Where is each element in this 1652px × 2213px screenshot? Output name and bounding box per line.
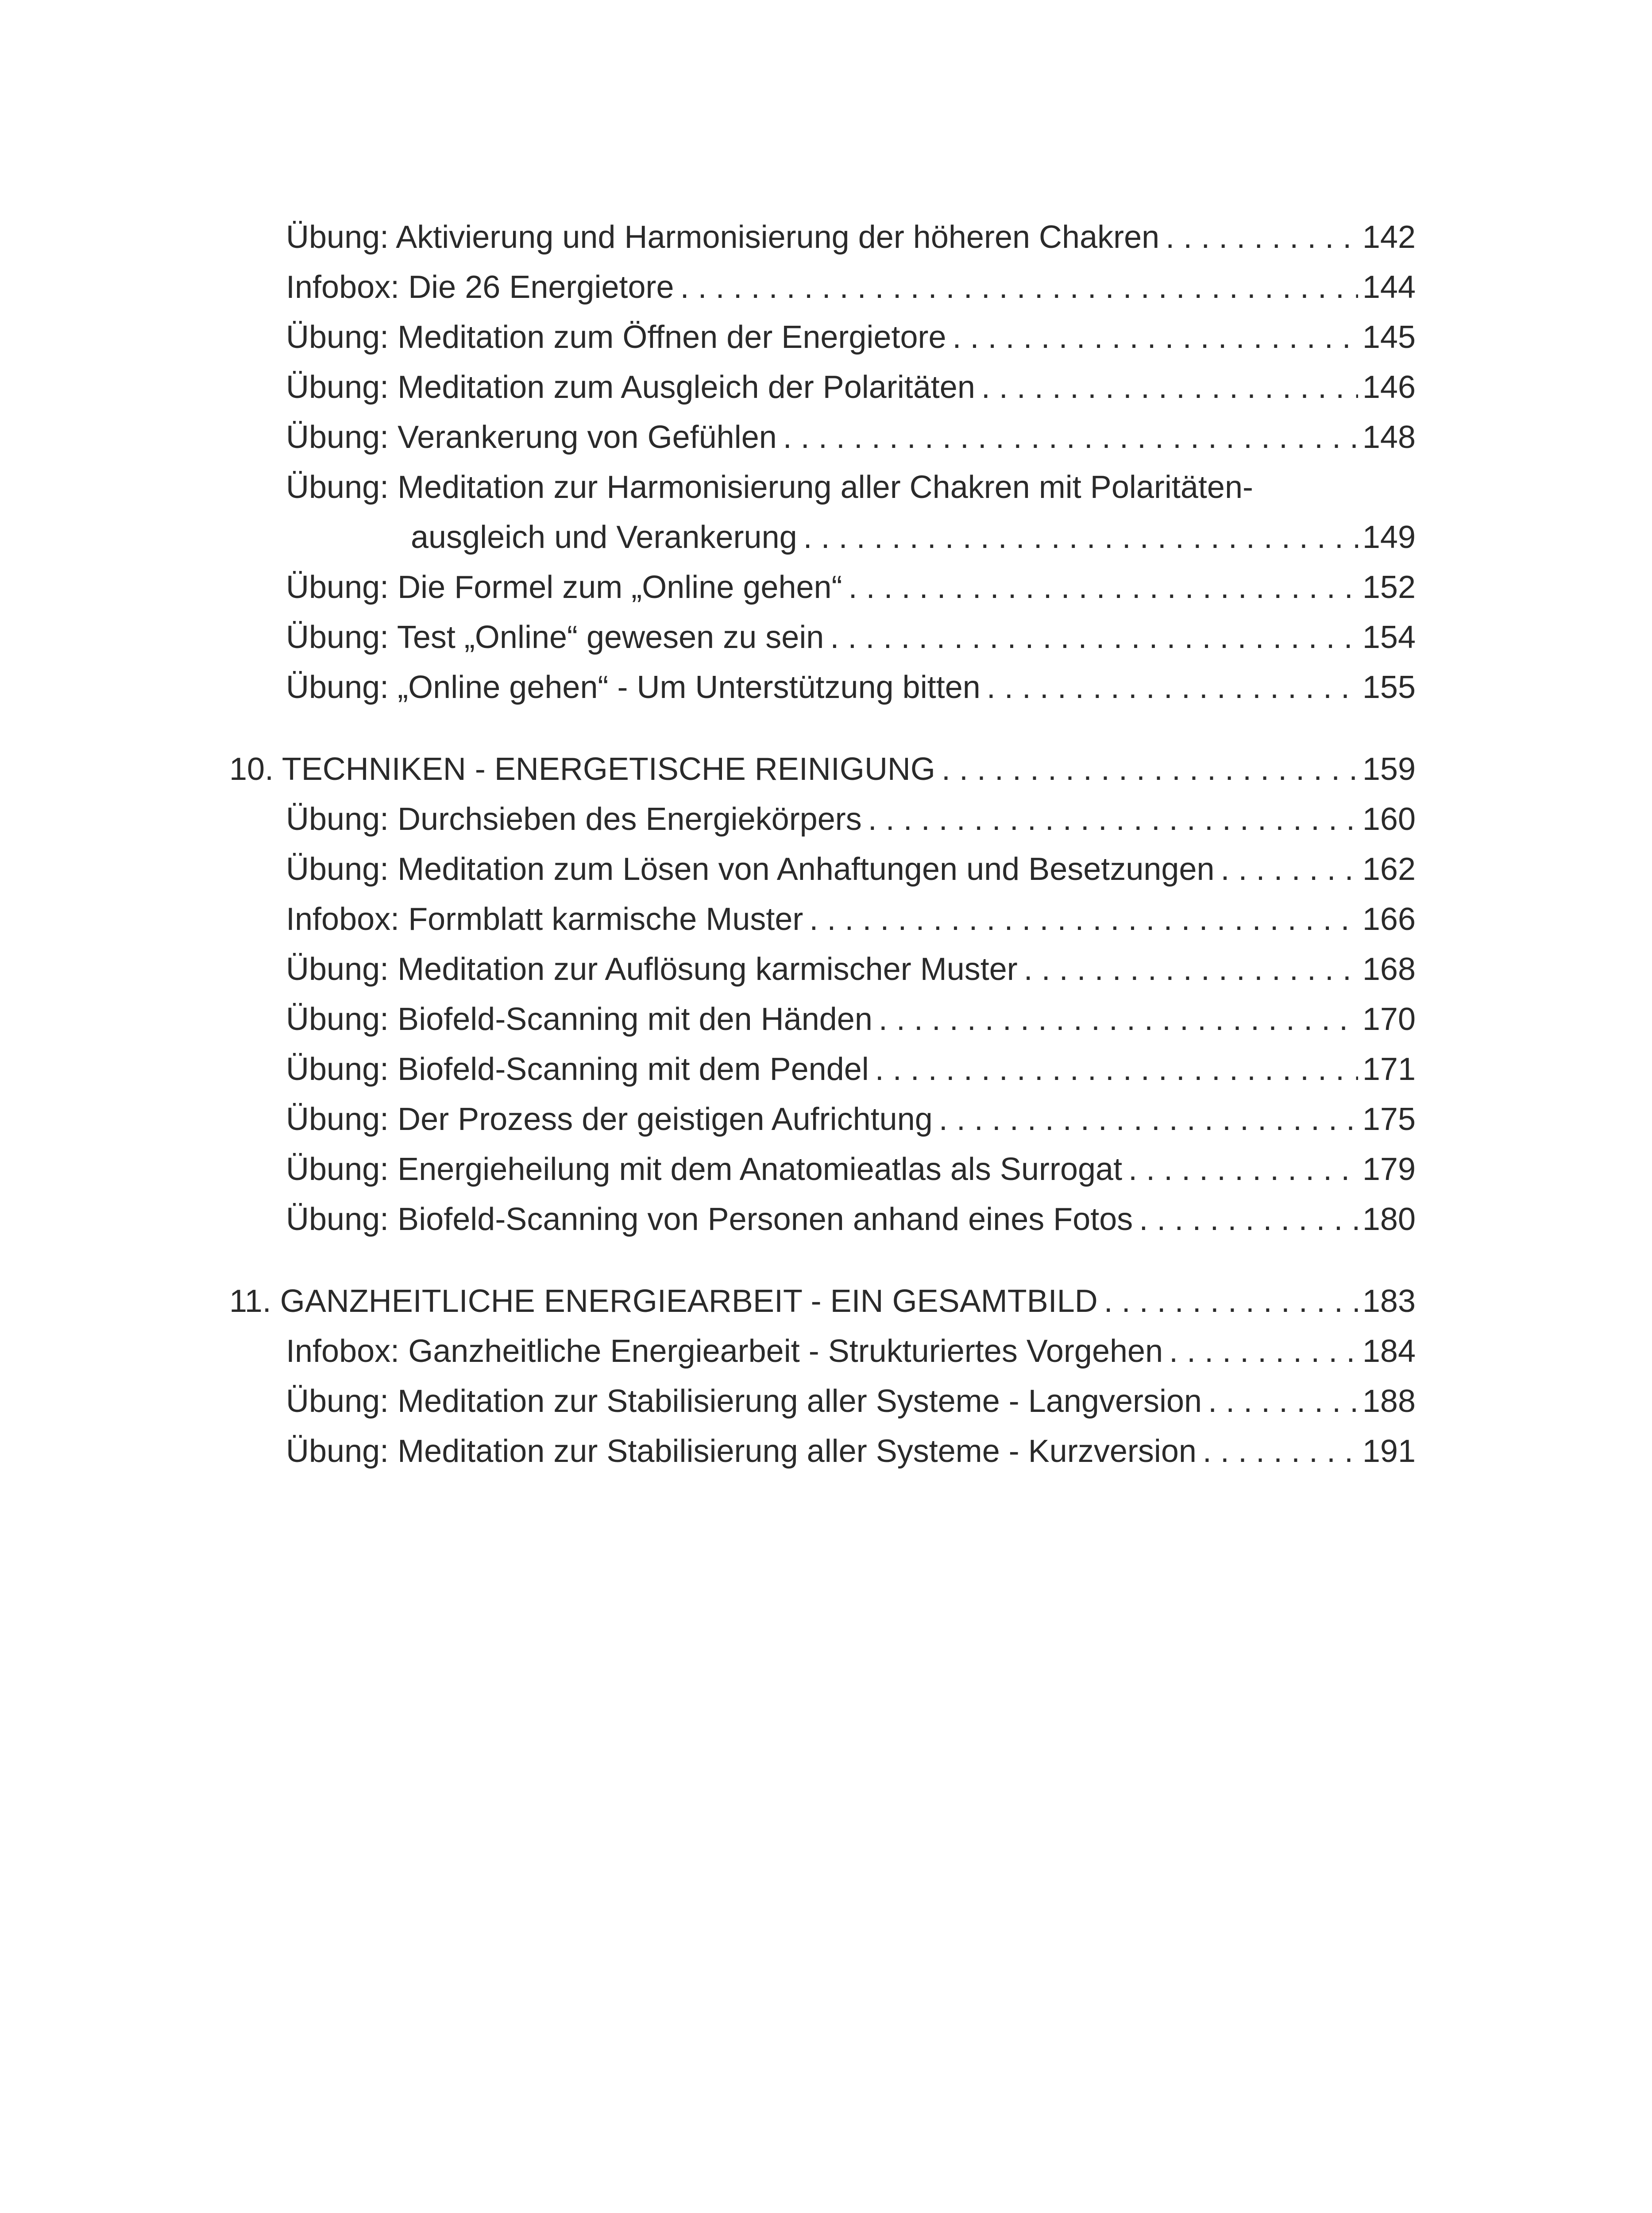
toc-entry-row <box>229 1095 1416 1145</box>
page-number: 188 <box>1362 1384 1416 1419</box>
toc-entry-row <box>229 613 1416 663</box>
entry-title: Übung: Energieheilung mit dem Anatomieatlas als Surrogat <box>286 1152 1123 1187</box>
entry-title: Übung: Meditation zur Stabilisierung aller Systeme - Kurzversion <box>286 1434 1197 1469</box>
toc-entry-row <box>229 312 1416 362</box>
toc-entry-row <box>229 413 1416 463</box>
entry-title: ausgleich und Verankerung <box>411 520 797 555</box>
toc-entry-row <box>229 262 1416 312</box>
toc-entry-row <box>229 212 1416 262</box>
page-number: 179 <box>1362 1152 1416 1187</box>
page-number: 166 <box>1362 902 1416 937</box>
entry-title: Übung: Biofeld-Scanning von Personen anhand eines Fotos <box>286 1202 1133 1237</box>
entry-title: Übung: Aktivierung und Harmonisierung der höheren Chakren <box>286 220 1160 255</box>
chapter-title: 10. TECHNIKEN - ENERGETISCHE REINIGUNG <box>229 752 935 787</box>
entry-title: Übung: „Online gehen“ - Um Unterstützung bitten <box>286 670 980 705</box>
dot-leader <box>803 513 1358 563</box>
dot-leader <box>1169 1326 1358 1376</box>
toc-entry-row <box>229 894 1416 945</box>
toc-entry-row <box>229 1045 1416 1095</box>
dot-leader <box>1221 844 1358 894</box>
page-number: 175 <box>1362 1102 1416 1137</box>
toc-chapter-row <box>229 744 1416 794</box>
toc-entry-row <box>229 995 1416 1045</box>
dot-leader <box>830 613 1358 663</box>
page-number: 160 <box>1362 802 1416 837</box>
page-number: 142 <box>1362 220 1416 255</box>
entry-title: Infobox: Die 26 Energietore <box>286 270 674 305</box>
page-number: 149 <box>1362 520 1416 555</box>
dot-leader <box>1166 212 1358 262</box>
toc-entry-row <box>229 1376 1416 1426</box>
entry-title: Übung: Meditation zum Ausgleich der Polaritäten <box>286 370 975 405</box>
dot-leader <box>1139 1195 1358 1245</box>
dot-leader <box>680 262 1358 312</box>
dot-leader <box>953 312 1358 362</box>
page-number: 145 <box>1362 320 1416 355</box>
page-number: 146 <box>1362 370 1416 405</box>
toc-section <box>229 212 1416 713</box>
dot-leader <box>879 995 1358 1045</box>
dot-leader <box>868 794 1358 844</box>
page-number: 159 <box>1362 752 1416 787</box>
toc-entry-row <box>229 663 1416 713</box>
dot-leader <box>809 894 1358 945</box>
entry-title: Übung: Verankerung von Gefühlen <box>286 420 777 455</box>
page-number: 180 <box>1362 1202 1416 1237</box>
entry-title: Übung: Biofeld-Scanning mit den Händen <box>286 1002 872 1037</box>
page-number: 154 <box>1362 620 1416 655</box>
dot-leader <box>981 362 1358 413</box>
dot-leader <box>849 563 1358 613</box>
dot-leader <box>1104 1276 1358 1326</box>
page-number: 152 <box>1362 570 1416 605</box>
entry-title: Übung: Meditation zum Öffnen der Energietore <box>286 320 946 355</box>
dot-leader <box>942 744 1358 794</box>
dot-leader <box>1208 1376 1358 1426</box>
entry-title: Übung: Test „Online“ gewesen zu sein <box>286 620 824 655</box>
page-number: 170 <box>1362 1002 1416 1037</box>
toc-entry-row <box>229 1195 1416 1245</box>
entry-title: Infobox: Ganzheitliche Energiearbeit - Strukturiertes Vorgehen <box>286 1334 1163 1369</box>
page-number: 155 <box>1362 670 1416 705</box>
page-number: 184 <box>1362 1334 1416 1369</box>
toc-chapter-row <box>229 1276 1416 1326</box>
dot-leader <box>987 663 1358 713</box>
toc-entry-row <box>229 1145 1416 1195</box>
entry-title: Übung: Meditation zur Stabilisierung aller Systeme - Langversion <box>286 1384 1202 1419</box>
toc-entry-row <box>229 563 1416 613</box>
toc-section <box>229 744 1416 1245</box>
entry-title: Übung: Biofeld-Scanning mit dem Pendel <box>286 1052 869 1087</box>
chapter-title: 11. GANZHEITLICHE ENERGIEARBEIT - EIN GESAMTBILD <box>229 1284 1098 1319</box>
page-number: 162 <box>1362 852 1416 887</box>
toc-entry-row <box>229 463 1416 513</box>
dot-leader <box>1024 945 1358 995</box>
dot-leader <box>875 1045 1358 1095</box>
page-number: 183 <box>1362 1284 1416 1319</box>
entry-title: Übung: Meditation zur Harmonisierung aller Chakren mit Polaritäten- <box>286 470 1253 505</box>
page-number: 171 <box>1362 1052 1416 1087</box>
entry-title: Übung: Der Prozess der geistigen Aufrichtung <box>286 1102 933 1137</box>
toc-entry-row <box>229 844 1416 894</box>
page-number: 191 <box>1362 1434 1416 1469</box>
entry-title: Übung: Meditation zum Lösen von Anhaftungen und Besetzungen <box>286 852 1215 887</box>
dot-leader <box>1128 1145 1358 1195</box>
entry-title: Übung: Meditation zur Auflösung karmischer Muster <box>286 952 1018 987</box>
entry-title: Infobox: Formblatt karmische Muster <box>286 902 803 937</box>
entry-title: Übung: Durchsieben des Energiekörpers <box>286 802 862 837</box>
toc-entry-row <box>229 945 1416 995</box>
table-of-contents <box>229 212 1416 1477</box>
page-number: 144 <box>1362 270 1416 305</box>
toc-entry-row <box>229 794 1416 844</box>
toc-section <box>229 1276 1416 1477</box>
dot-leader <box>939 1095 1358 1145</box>
dot-leader <box>1203 1426 1358 1477</box>
toc-entry-row <box>229 362 1416 413</box>
entry-title: Übung: Die Formel zum „Online gehen“ <box>286 570 842 605</box>
toc-entry-row <box>229 1426 1416 1477</box>
toc-entry-row <box>229 1326 1416 1376</box>
page-number: 168 <box>1362 952 1416 987</box>
page-number: 148 <box>1362 420 1416 455</box>
dot-leader <box>783 413 1358 463</box>
toc-entry-row <box>229 513 1416 563</box>
